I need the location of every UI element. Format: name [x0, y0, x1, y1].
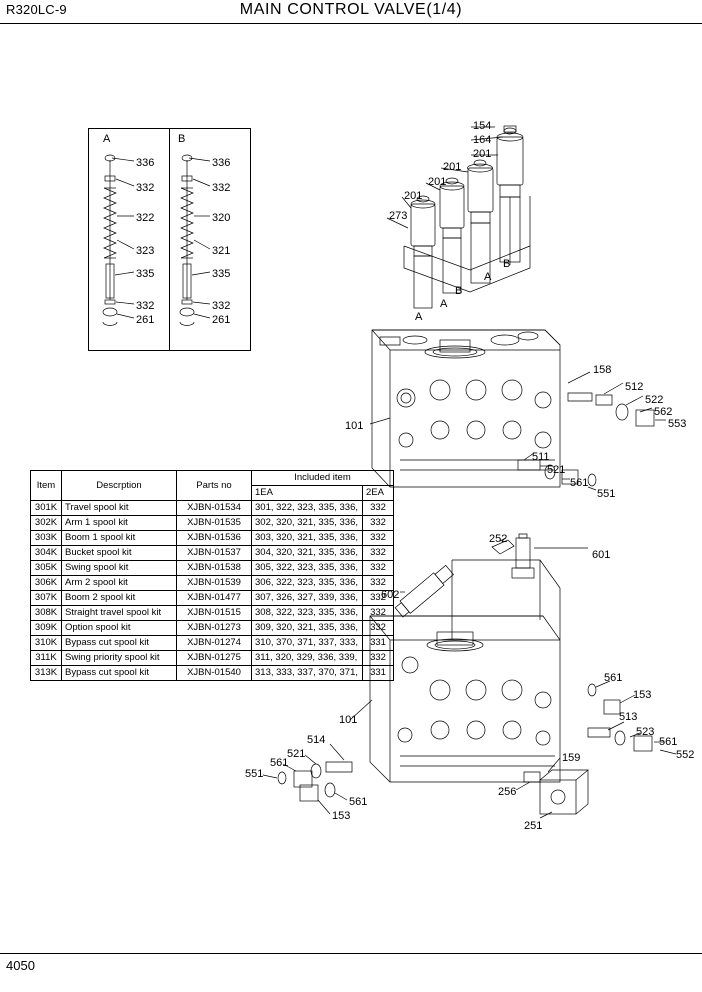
spool-detail-divider	[169, 128, 170, 351]
cell-2ea: 332	[363, 501, 394, 516]
callout-a-323: 323	[136, 245, 155, 257]
cell-part: XJBN-01538	[177, 561, 252, 576]
cell-1ea: 301, 322, 323, 335, 336,	[252, 501, 363, 516]
callout-b-261: 261	[212, 314, 231, 326]
cell-1ea: 304, 320, 321, 335, 336,	[252, 546, 363, 561]
callout-b-320: 320	[212, 212, 231, 224]
cell-1ea: 313, 333, 337, 370, 371,	[252, 666, 363, 681]
cell-item: 309K	[31, 621, 62, 636]
cell-item: 304K	[31, 546, 62, 561]
callout-b-332b: 332	[212, 300, 231, 312]
cell-desc: Boom 1 spool kit	[62, 531, 177, 546]
callout-b-321: 321	[212, 245, 231, 257]
callout-b-335: 335	[212, 268, 231, 280]
cell-2ea: 332	[363, 561, 394, 576]
table-row	[31, 591, 394, 606]
callout-511: 511	[532, 451, 550, 463]
callout-201-d: 201	[404, 190, 423, 202]
callout-upper-a2: A	[440, 298, 448, 310]
callout-201-a: 201	[473, 148, 492, 160]
callout-a-332: 332	[136, 182, 155, 194]
upper-solenoid-group	[387, 126, 530, 308]
table-row	[31, 621, 394, 636]
callout-251: 251	[524, 820, 543, 832]
callout-upper-a1: A	[484, 271, 492, 283]
header-included-item: Included item	[252, 471, 394, 486]
spool-col-b-title: B	[178, 133, 186, 145]
callout-562: 562	[654, 406, 673, 418]
callout-upper-a3: A	[415, 311, 423, 323]
cell-desc: Straight travel spool kit	[62, 606, 177, 621]
page-code: 4050	[6, 958, 35, 973]
callout-upper-b1: B	[503, 258, 511, 270]
cell-1ea: 308, 322, 323, 335, 336,	[252, 606, 363, 621]
callout-upper-b2: B	[455, 285, 463, 297]
callout-561-l1: 561	[270, 757, 289, 769]
cell-part: XJBN-01534	[177, 501, 252, 516]
cell-1ea: 306, 322, 323, 335, 336,	[252, 576, 363, 591]
callout-164: 164	[473, 134, 492, 146]
callout-a-261: 261	[136, 314, 155, 326]
cell-item: 313K	[31, 666, 62, 681]
callout-201-c: 201	[428, 176, 447, 188]
cell-item: 305K	[31, 561, 62, 576]
cell-part: XJBN-01535	[177, 516, 252, 531]
table-header-row	[31, 471, 394, 486]
callout-521: 521	[547, 464, 566, 476]
callout-101-upper: 101	[345, 420, 364, 432]
callout-256: 256	[498, 786, 517, 798]
cell-2ea: 331	[363, 666, 394, 681]
callout-552: 552	[676, 749, 695, 761]
header-divider	[0, 23, 702, 24]
cell-desc: Boom 2 spool kit	[62, 591, 177, 606]
cell-item: 307K	[31, 591, 62, 606]
cell-2ea: 332	[363, 591, 394, 606]
callout-a-336: 336	[136, 157, 155, 169]
callout-a-335: 335	[136, 268, 155, 280]
callout-512: 512	[625, 381, 644, 393]
cell-desc: Arm 2 spool kit	[62, 576, 177, 591]
cell-2ea: 332	[363, 621, 394, 636]
callout-521-lower: 521	[287, 748, 306, 760]
callout-153-l: 153	[332, 810, 351, 822]
cell-1ea: 302, 320, 321, 335, 336,	[252, 516, 363, 531]
callout-273: 273	[389, 210, 408, 222]
callout-601: 601	[592, 549, 611, 561]
cell-part: XJBN-01273	[177, 621, 252, 636]
callout-101-lower: 101	[339, 714, 358, 726]
callout-514: 514	[307, 734, 326, 746]
cell-desc: Swing spool kit	[62, 561, 177, 576]
callout-551-lower: 551	[245, 768, 264, 780]
cell-item: 310K	[31, 636, 62, 651]
callout-b-336: 336	[212, 157, 231, 169]
cell-desc: Option spool kit	[62, 621, 177, 636]
callout-513: 513	[619, 711, 638, 723]
callout-561-l2: 561	[349, 796, 368, 808]
table-row	[31, 636, 394, 651]
spool-col-a-title: A	[103, 133, 111, 145]
cell-1ea: 303, 320, 321, 335, 336,	[252, 531, 363, 546]
callout-a-332b: 332	[136, 300, 155, 312]
header-parts-no: Parts no	[177, 471, 252, 501]
cell-desc: Bypass cut spool kit	[62, 636, 177, 651]
table-row	[31, 546, 394, 561]
table-row	[31, 576, 394, 591]
table-row	[31, 531, 394, 546]
callout-522: 522	[645, 394, 664, 406]
callout-159: 159	[562, 752, 581, 764]
cell-desc: Bucket spool kit	[62, 546, 177, 561]
parts-table	[30, 470, 394, 681]
cell-2ea: 331	[363, 636, 394, 651]
cell-part: XJBN-01274	[177, 636, 252, 651]
cell-2ea: 332	[363, 516, 394, 531]
cell-desc: Bypass cut spool kit	[62, 666, 177, 681]
cell-1ea: 305, 322, 323, 335, 336,	[252, 561, 363, 576]
cell-part: XJBN-01536	[177, 531, 252, 546]
page-title: MAIN CONTROL VALVE(1/4)	[239, 1, 463, 18]
upper-valve-body	[370, 330, 666, 490]
callout-153-r1: 153	[633, 689, 652, 701]
cell-1ea: 309, 320, 321, 335, 336,	[252, 621, 363, 636]
cell-part: XJBN-01515	[177, 606, 252, 621]
cell-desc: Swing priority spool kit	[62, 651, 177, 666]
callout-551-upper: 551	[597, 488, 616, 500]
cell-desc: Arm 1 spool kit	[62, 516, 177, 531]
callout-553: 553	[668, 418, 687, 430]
callout-252: 252	[489, 533, 508, 545]
cell-item: 311K	[31, 651, 62, 666]
callout-561-upper: 561	[570, 477, 589, 489]
model-code: R320LC-9	[6, 2, 67, 17]
cell-part: XJBN-01540	[177, 666, 252, 681]
table-row	[31, 666, 394, 681]
cell-item: 308K	[31, 606, 62, 621]
callout-561-r1: 561	[604, 672, 623, 684]
cell-part: XJBN-01537	[177, 546, 252, 561]
cell-2ea: 332	[363, 606, 394, 621]
cell-2ea: 332	[363, 651, 394, 666]
cell-item: 302K	[31, 516, 62, 531]
cell-desc: Travel spool kit	[62, 501, 177, 516]
footer-divider	[0, 953, 702, 954]
table-row	[31, 606, 394, 621]
callout-561-r2: 561	[659, 736, 678, 748]
cell-part: XJBN-01539	[177, 576, 252, 591]
table-row	[31, 561, 394, 576]
table-row	[31, 501, 394, 516]
header-description: Descrption	[62, 471, 177, 501]
callout-b-332: 332	[212, 182, 231, 194]
callout-523: 523	[636, 726, 655, 738]
cell-2ea: 332	[363, 576, 394, 591]
cell-part: XJBN-01275	[177, 651, 252, 666]
table-row	[31, 516, 394, 531]
callout-201-b: 201	[443, 161, 462, 173]
callout-602: 602	[381, 589, 400, 601]
table-row	[31, 651, 394, 666]
cell-1ea: 307, 326, 327, 339, 336,	[252, 591, 363, 606]
callout-a-322: 322	[136, 212, 155, 224]
cell-2ea: 332	[363, 546, 394, 561]
callout-158: 158	[593, 364, 612, 376]
header-item: Item	[31, 471, 62, 501]
cell-1ea: 310, 370, 371, 337, 333,	[252, 636, 363, 651]
cell-1ea: 311, 320, 329, 336, 339,	[252, 651, 363, 666]
cell-2ea: 332	[363, 531, 394, 546]
cell-item: 306K	[31, 576, 62, 591]
callout-154: 154	[473, 120, 492, 132]
cell-item: 303K	[31, 531, 62, 546]
header-2ea: 2EA	[363, 486, 394, 501]
cell-item: 301K	[31, 501, 62, 516]
header-1ea: 1EA	[252, 486, 363, 501]
cell-part: XJBN-01477	[177, 591, 252, 606]
